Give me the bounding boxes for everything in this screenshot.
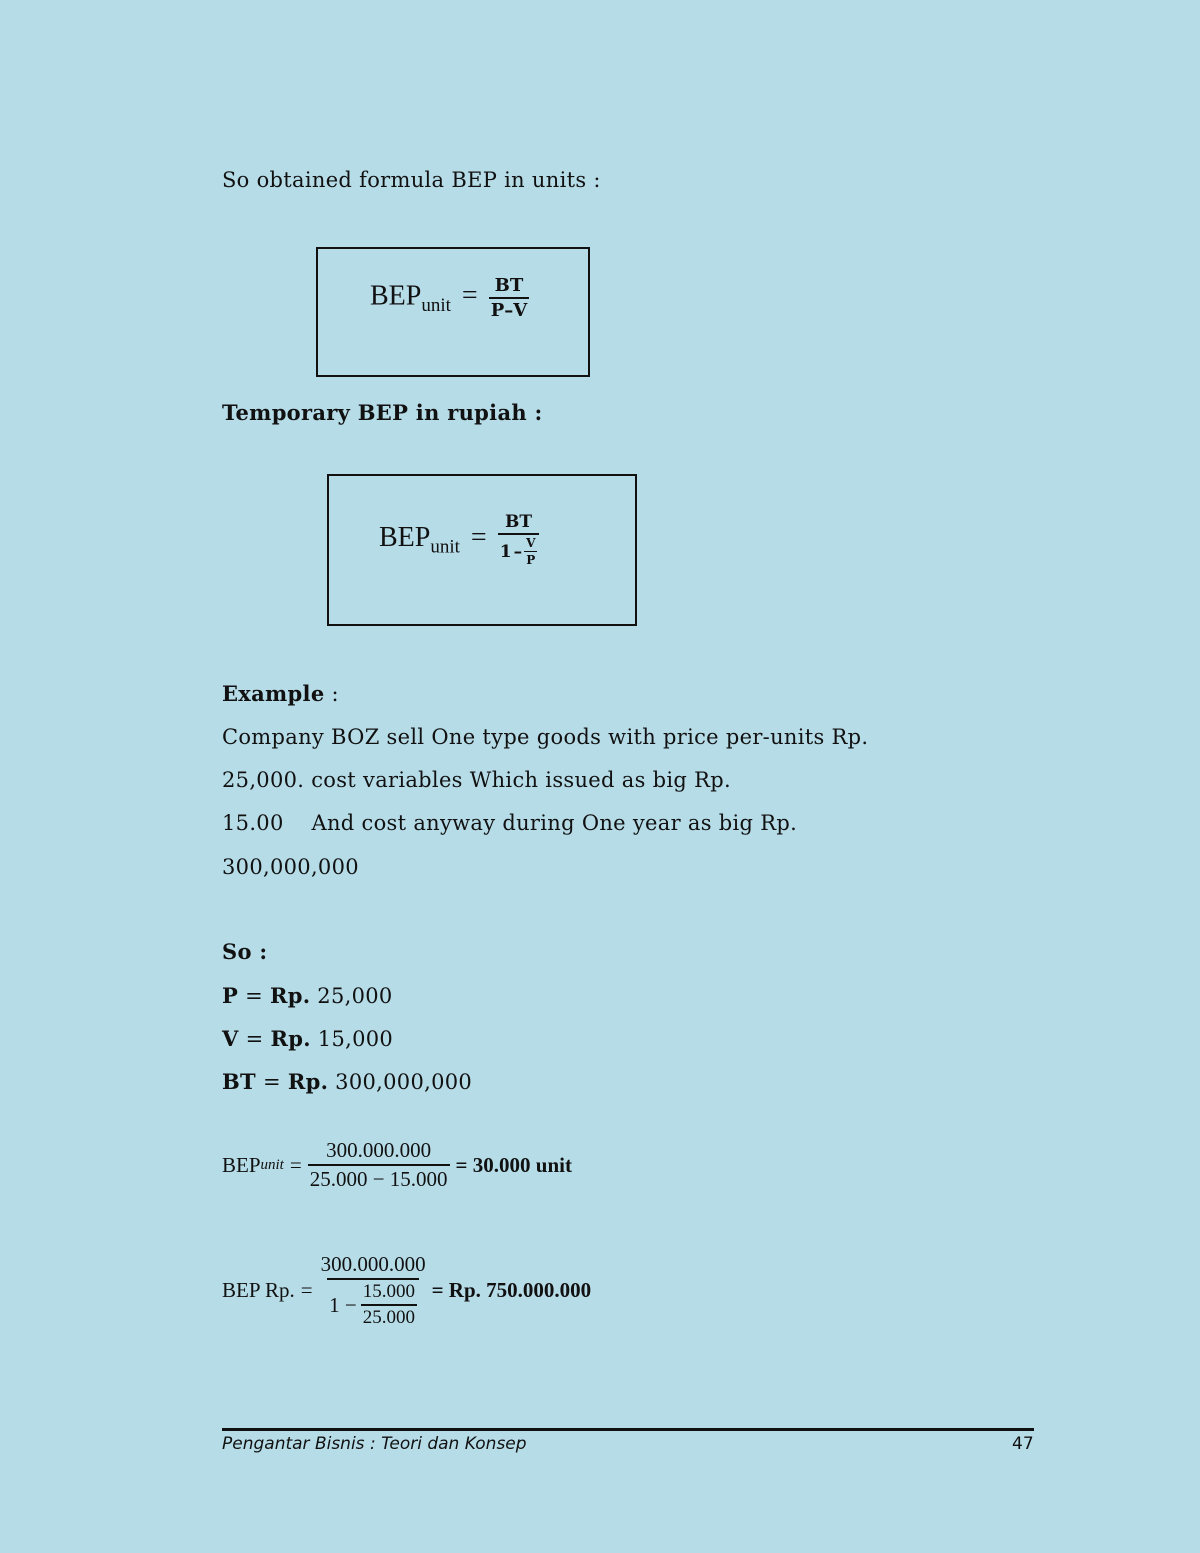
calc2-inner-num: 15.000 xyxy=(362,1281,416,1302)
formula-denominator xyxy=(489,297,530,321)
calc2-equals: = xyxy=(300,1278,313,1302)
formula2-fraction xyxy=(498,512,540,567)
value-amount: 25,000 xyxy=(310,984,393,1008)
example-heading xyxy=(222,681,339,706)
footer-divider xyxy=(222,1428,1034,1431)
formula-subscript: unit xyxy=(421,295,451,317)
formula-bep-rupiah xyxy=(379,512,539,567)
calc1-numerator: 300.000.000 xyxy=(326,1138,432,1162)
formula2-subscript: unit xyxy=(430,536,460,558)
den2-one: 1 xyxy=(499,541,512,562)
formula-numerator: BT xyxy=(494,275,524,296)
value-rp: Rp. xyxy=(270,1026,311,1051)
calc2-fraction xyxy=(319,1252,428,1329)
calc2-lhs: BEP Rp. xyxy=(222,1278,295,1302)
temporary-heading: Temporary BEP in rupiah : xyxy=(222,400,543,425)
footer-title: Pengantar Bisnis : Teori dan Konsep xyxy=(222,1434,527,1454)
calc2-inner-den: 25.000 xyxy=(361,1304,417,1329)
calc2-den-one: 1 − xyxy=(329,1292,357,1317)
den-p: P xyxy=(490,300,505,321)
formula-bep-unit xyxy=(370,275,529,321)
value-amount: 15,000 xyxy=(310,1027,394,1051)
calc1-result: = 30.000 unit xyxy=(455,1152,572,1177)
formula-equals: = xyxy=(461,280,478,312)
calc-bep-unit xyxy=(222,1138,572,1192)
value-var: BT xyxy=(222,1069,256,1094)
paragraph-line: 15.00 And cost anyway during One year as big Rp. xyxy=(222,811,798,835)
formula2-denominator xyxy=(498,533,540,567)
den2-minus: – xyxy=(513,541,523,562)
value-amount: 300,000,000 xyxy=(328,1070,473,1094)
paragraph-line: Company BOZ sell One type goods with price per-units Rp. xyxy=(222,725,869,749)
den2-inner-num: V xyxy=(526,536,536,550)
value-row-v xyxy=(222,1026,393,1051)
example-label: Example xyxy=(222,681,325,706)
calc2-result: = Rp. 750.000.000 xyxy=(431,1278,592,1302)
den2-inner-den: P xyxy=(526,553,536,567)
example-colon: : xyxy=(324,682,339,706)
formula2-numerator: BT xyxy=(505,512,533,532)
value-eq: = xyxy=(255,1070,288,1094)
value-eq: = xyxy=(238,1027,271,1051)
formula-box-bep-rupiah xyxy=(327,474,637,626)
formula-fraction xyxy=(489,275,530,321)
calc1-lhs: BEP xyxy=(222,1152,261,1177)
value-var: V xyxy=(222,1026,239,1051)
formula2-equals: = xyxy=(470,521,487,553)
calc2-denominator xyxy=(327,1278,419,1329)
value-var: P xyxy=(222,983,239,1008)
calc-bep-rupiah xyxy=(222,1252,591,1329)
den-minus: – xyxy=(504,300,514,321)
calc1-equals: = xyxy=(289,1152,302,1177)
formula-box-bep-unit xyxy=(316,247,590,377)
value-eq: = xyxy=(238,984,270,1008)
calc2-numerator: 300.000.000 xyxy=(320,1252,426,1276)
calc1-fraction xyxy=(308,1138,450,1192)
value-row-p xyxy=(222,983,393,1008)
calc1-denominator: 25.000 − 15.000 xyxy=(308,1164,450,1192)
calc1-subscript: unit xyxy=(260,1156,284,1173)
so-heading: So : xyxy=(222,939,268,964)
den-v: V xyxy=(513,300,528,321)
calc2-inner-fraction xyxy=(361,1281,417,1329)
value-rp: Rp. xyxy=(269,983,311,1008)
paragraph-line: 25,000. cost variables Which issued as big Rp. xyxy=(222,768,731,792)
formula-lhs: BEP xyxy=(370,280,422,312)
value-rp: Rp. xyxy=(287,1069,329,1094)
value-row-bt xyxy=(222,1069,472,1094)
den2-inner-fraction xyxy=(524,536,537,567)
page-number: 47 xyxy=(1012,1434,1034,1454)
intro-text: So obtained formula BEP in units : xyxy=(222,168,601,192)
formula2-lhs: BEP xyxy=(379,521,431,553)
paragraph-line: 300,000,000 xyxy=(222,855,359,879)
